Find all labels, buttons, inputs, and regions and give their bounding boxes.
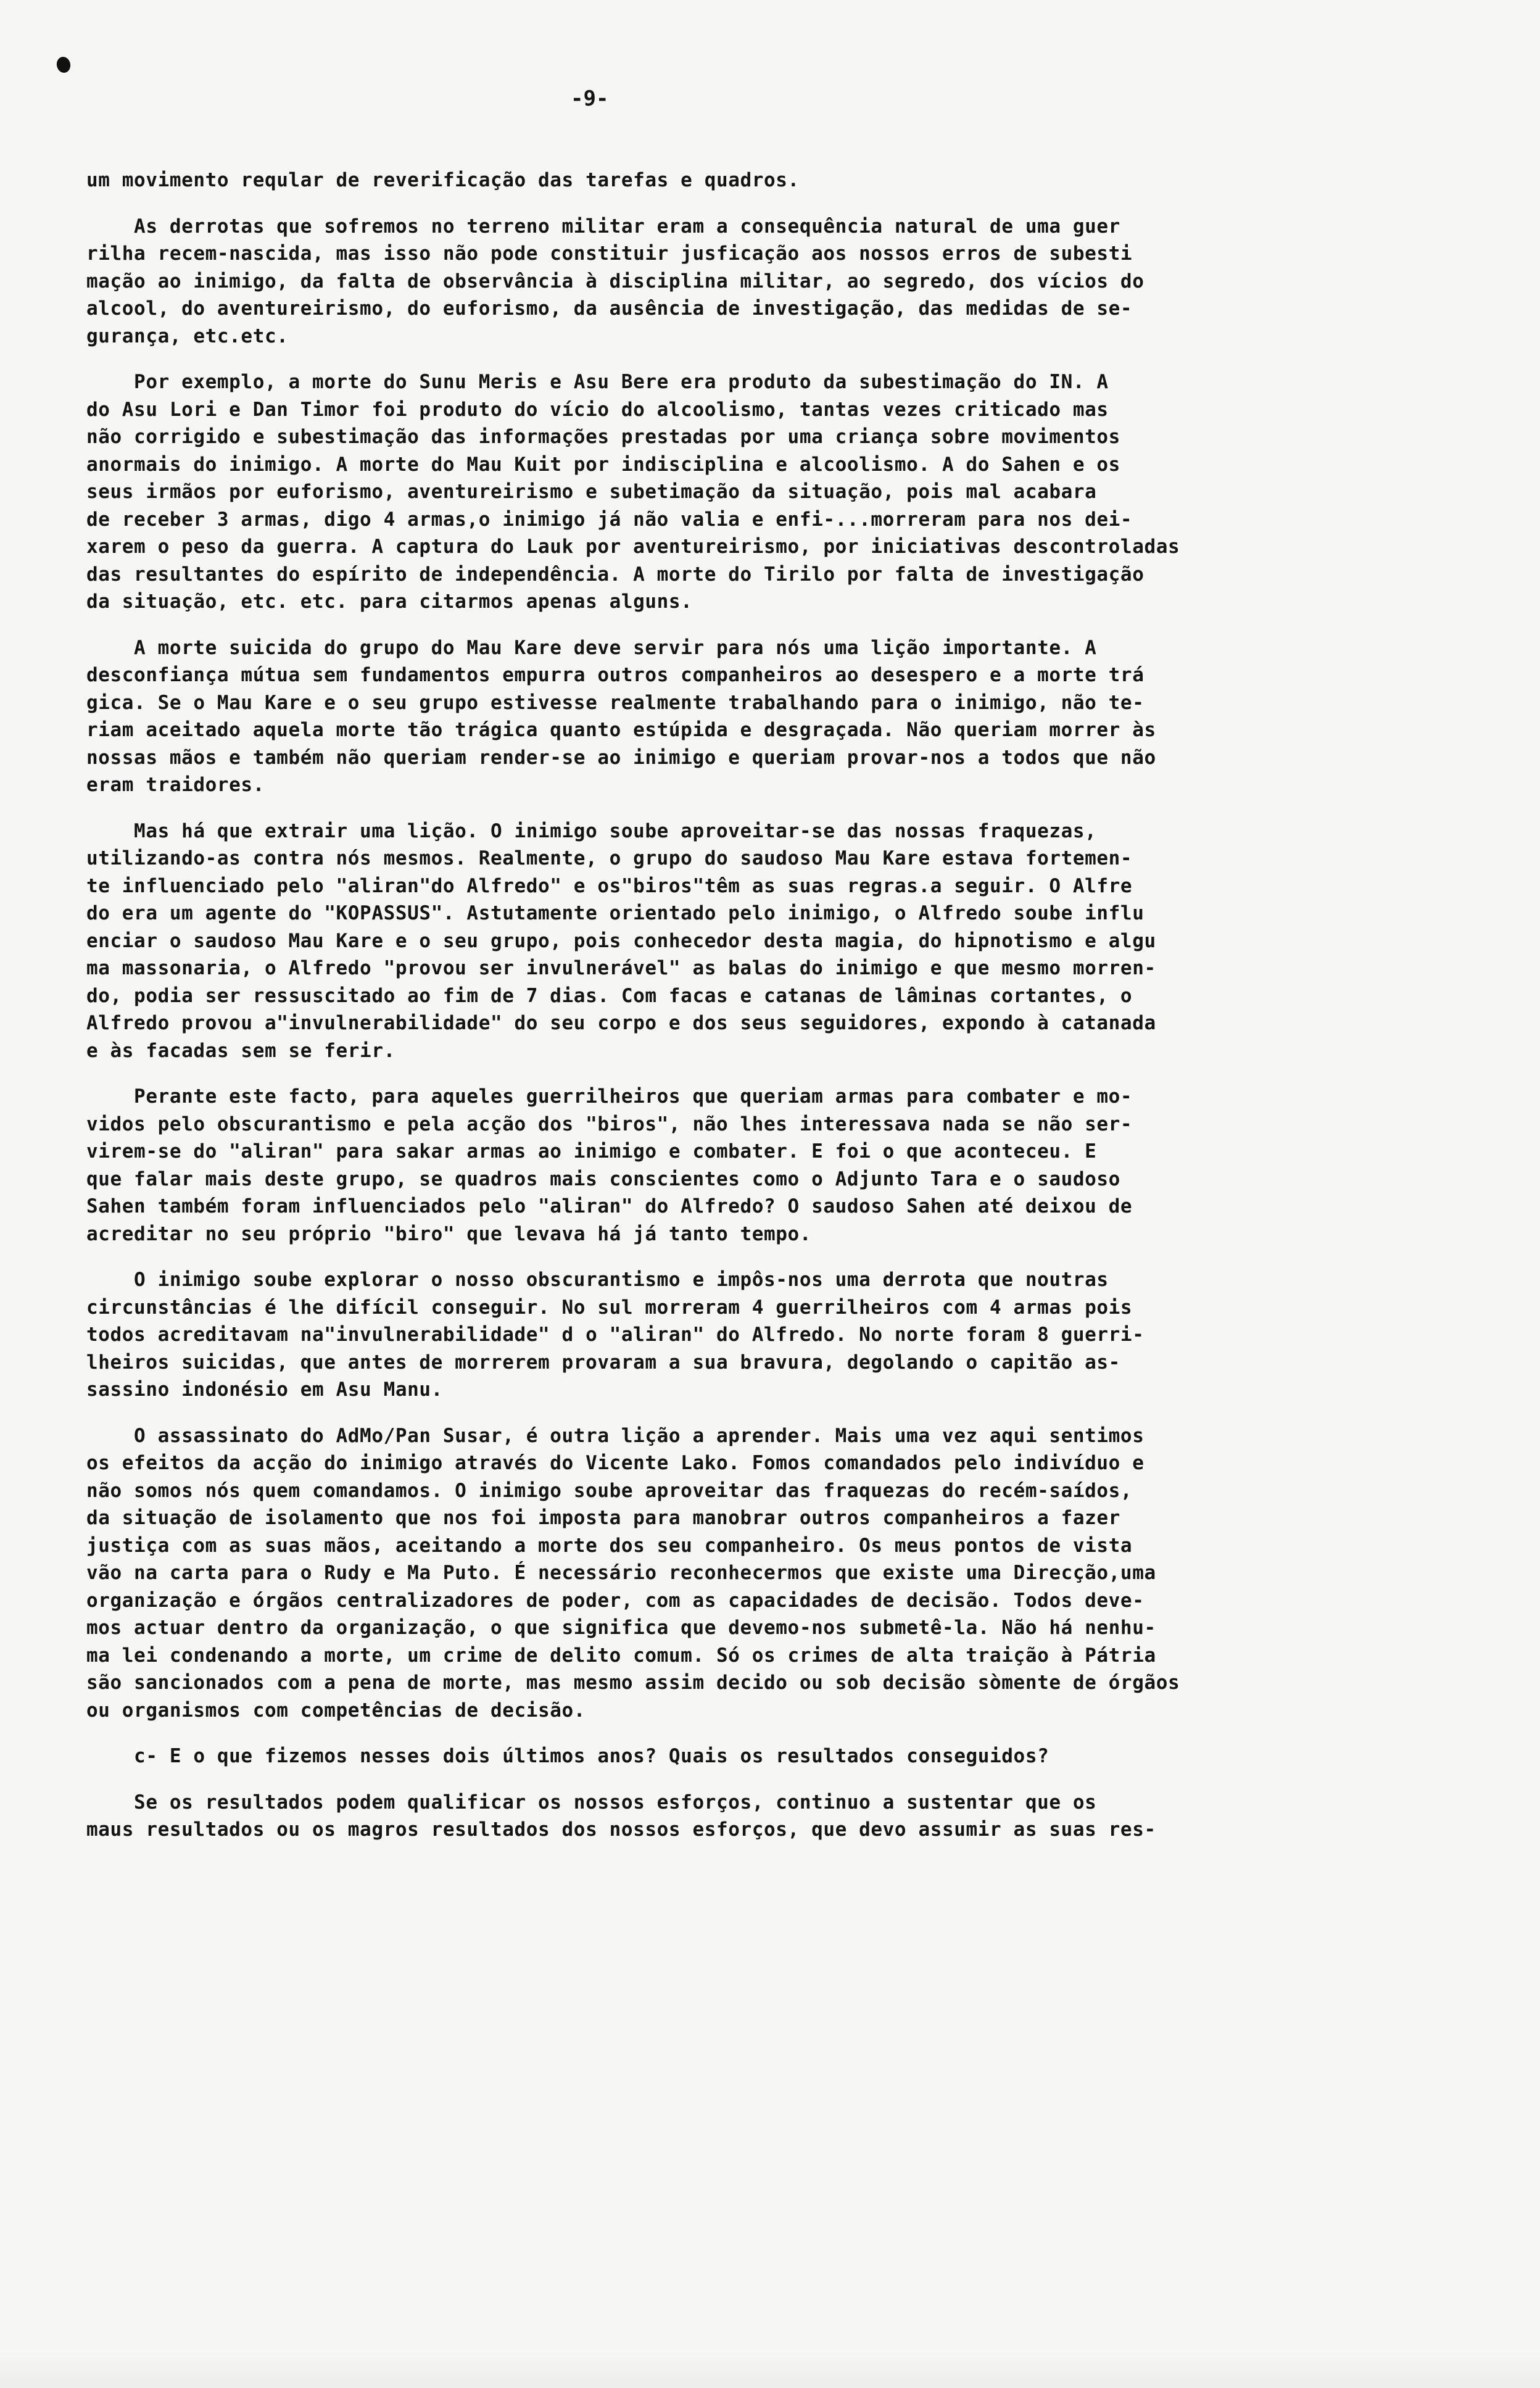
typewritten-text	[86, 167, 1462, 1862]
text-line: xarem o peso da guerra. A captura do Lauk por aventureirismo, por iniciativas descontroladas	[86, 536, 1180, 558]
text-line: não corrigido e subestimação das informações prestadas por uma criança sobre movimentos	[86, 426, 1120, 448]
text-line: alcool, do aventureirismo, do euforismo, da ausência de investigação, das medidas de se-	[86, 297, 1133, 320]
page-number: -9-	[571, 86, 609, 111]
text-line: da situação, etc. etc. para citarmos apenas alguns.	[86, 591, 693, 613]
text-line: do era um agente do "KOPASSUS". Astutamente orientado pelo inimigo, o Alfredo soube influ	[86, 902, 1145, 924]
text-line: Perante este facto, para aqueles guerrilheiros que queriam armas para combater e mo-	[86, 1085, 1133, 1108]
text-line: todos acreditavam na"invulnerabilidade" d o "aliran" do Alfredo. No norte foram 8 guerri-	[86, 1324, 1145, 1346]
text-line: não somos nós quem comandamos. O inimigo soube aproveitar das fraquezas do recém-saídos,	[86, 1479, 1133, 1502]
text-line: os efeitos da acção do inimigo através do Vicente Lako. Fomos comandados pelo indivíduo e	[86, 1452, 1145, 1474]
text-line: utilizando-as contra nós mesmos. Realmente, o grupo do saudoso Mau Kare estava fortemen-	[86, 847, 1133, 869]
text-line: circunstâncias é lhe difícil conseguir. No sul morreram 4 guerrilheiros com 4 armas pois	[86, 1296, 1133, 1319]
text-line: vidos pelo obscurantismo e pela acção dos "biros", não lhes interessava nada se não ser-	[86, 1113, 1133, 1135]
text-line: virem-se do "aliran" para sakar armas ao inimigo e combater. E foi o que aconteceu. E	[86, 1140, 1097, 1163]
text-line: mação ao inimigo, da falta de observância à disciplina militar, ao segredo, dos vícios do	[86, 270, 1145, 292]
text-line: maus resultados ou os magros resultados dos nossos esforços, que devo assumir as suas res-	[86, 1818, 1156, 1841]
text-line: justiça com as suas mãos, aceitando a morte dos seu companheiro. Os meus pontos de vista	[86, 1534, 1133, 1557]
paragraph	[86, 1266, 1462, 1404]
text-line: mos actuar dentro da organização, o que significa que devemo-nos submetê-la. Não há nenhu-	[86, 1617, 1156, 1639]
text-line: organização e órgãos centralizadores de poder, com as capacidades de decisão. Todos deve-	[86, 1589, 1145, 1612]
text-line: rilha recem-nascida, mas isso não pode constituir jusficação aos nossos erros de subesti	[86, 243, 1133, 265]
text-line: anormais do inimigo. A morte do Mau Kuit por indisciplina e alcoolismo. A do Sahen e os	[86, 453, 1120, 476]
scan-edge	[0, 2351, 1540, 2388]
text-line: do, podia ser ressuscitado ao fim de 7 dias. Com facas e catanas de lâminas cortantes, o	[86, 984, 1133, 1007]
text-line: vão na carta para o Rudy e Ma Puto. É necessário reconhecermos que existe uma Direcção,uma	[86, 1562, 1156, 1584]
text-line: ma massonaria, o Alfredo "provou ser invulnerável" as balas do inimigo e que mesmo morren-	[86, 957, 1156, 979]
text-line: que falar mais deste grupo, se quadros mais conscientes como o Adjunto Tara e o saudoso	[86, 1167, 1120, 1190]
text-line: riam aceitado aquela morte tão trágica quanto estúpida e desgraçada. Não queriam morrer às	[86, 719, 1156, 741]
text-line: lheiros suicidas, que antes de morrerem provaram a sua bravura, degolando o capitão as-	[86, 1351, 1120, 1374]
text-line: um movimento reqular de reverificação das tarefas e quadros.	[86, 169, 800, 191]
text-line: nossas mãos e também não queriam render-se ao inimigo e queriam provar-nos a todos que não	[86, 746, 1156, 769]
text-line: Mas há que extrair uma lição. O inimigo soube aproveitar-se das nossas fraquezas,	[86, 819, 1097, 842]
text-line: Por exemplo, a morte do Sunu Meris e Asu Bere era produto da subestimação do IN. A	[86, 371, 1109, 393]
text-line: c- E o que fizemos nesses dois últimos anos? Quais os resultados conseguidos?	[86, 1745, 1049, 1767]
text-line: são sancionados com a pena de morte, mas mesmo assim decido ou sob decisão sòmente de órgãos	[86, 1672, 1180, 1694]
text-line: Se os resultados podem qualificar os nossos esforços, continuo a sustentar que os	[86, 1791, 1097, 1814]
text-line: de receber 3 armas, digo 4 armas,o inimigo já não valia e enfi-...morreram para nos dei-	[86, 508, 1133, 531]
paragraph	[86, 167, 1462, 194]
ink-blot	[56, 56, 72, 74]
text-line: A morte suicida do grupo do Mau Kare deve servir para nós uma lição importante. A	[86, 636, 1097, 659]
text-line: eram traidores.	[86, 774, 265, 796]
text-line: te influenciado pelo "aliran"do Alfredo" e os"biros"têm as suas regras.a seguir. O Alfre	[86, 874, 1133, 897]
paragraph	[86, 1789, 1462, 1844]
paragraph	[86, 1743, 1462, 1770]
text-line: desconfiança mútua sem fundamentos empurra outros companheiros ao desespero e a morte trá	[86, 664, 1145, 686]
text-line: ou organismos com competências de decisão.	[86, 1699, 586, 1722]
paragraph	[86, 213, 1462, 350]
text-line: sassino indonésio em Asu Manu.	[86, 1378, 443, 1401]
text-line: Alfredo provou a"invulnerabilidade" do seu corpo e dos seus seguidores, expondo à catanada	[86, 1012, 1156, 1034]
paragraph	[86, 818, 1462, 1065]
text-line: Sahen também foram influenciados pelo "aliran" do Alfredo? O saudoso Sahen até deixou de	[86, 1195, 1133, 1217]
paragraph	[86, 634, 1462, 799]
paragraph	[86, 1422, 1462, 1725]
paragraph	[86, 368, 1462, 616]
text-line: seus irmãos por euforismo, aventureirismo e subetimação da situação, pois mal acabara	[86, 481, 1097, 503]
text-line: do Asu Lori e Dan Timor foi produto do vício do alcoolismo, tantas vezes criticado mas	[86, 398, 1109, 421]
paragraph	[86, 1083, 1462, 1248]
text-line: gica. Se o Mau Kare e o seu grupo estivesse realmente trabalhando para o inimigo, não te-	[86, 691, 1145, 714]
text-line: da situação de isolamento que nos foi imposta para manobrar outros companheiros a fazer	[86, 1507, 1120, 1529]
text-line: gurança, etc.etc.	[86, 325, 289, 347]
text-line: e às facadas sem se ferir.	[86, 1039, 395, 1062]
text-line: As derrotas que sofremos no terreno militar eram a consequência natural de uma guer	[86, 215, 1120, 238]
text-line: O inimigo soube explorar o nosso obscurantismo e impôs-nos uma derrota que noutras	[86, 1269, 1109, 1291]
text-line: O assassinato do AdMo/Pan Susar, é outra lição a aprender. Mais uma vez aqui sentimos	[86, 1424, 1145, 1447]
text-line: acreditar no seu próprio "biro" que levava há já tanto tempo.	[86, 1222, 812, 1245]
text-line: ma lei condenando a morte, um crime de delito comum. Só os crimes de alta traição à Pátria	[86, 1644, 1156, 1667]
text-line: enciar o saudoso Mau Kare e o seu grupo, pois conhecedor desta magia, do hipnotismo e algu	[86, 929, 1156, 952]
text-line: das resultantes do espírito de independência. A morte do Tirilo por falta de investigação	[86, 563, 1145, 586]
